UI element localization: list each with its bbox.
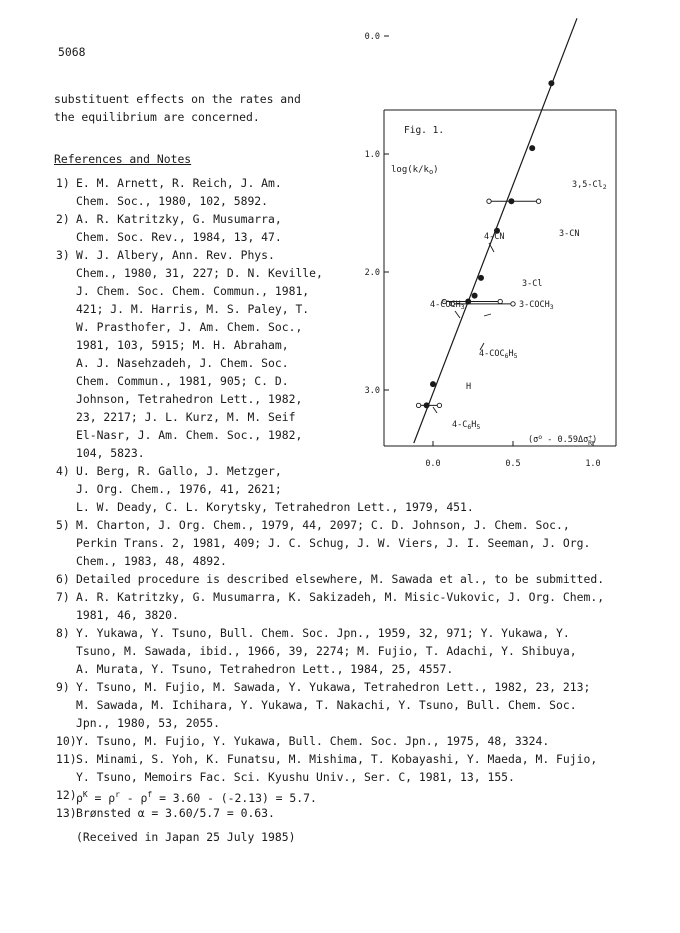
reference-line: Chem. Commun., 1981, 905; C. D. <box>76 374 289 388</box>
label-4-acetyl: $4-COCH_3$ <box>430 300 465 311</box>
reference-line: 1981, 103, 5915; M. H. Abraham, <box>76 338 289 352</box>
reference-number: 3) <box>56 248 70 262</box>
data-point <box>478 275 484 281</box>
range-end-open-circle <box>437 403 441 407</box>
reference-line: 1981, 46, 3820. <box>76 608 179 622</box>
range-end-open-circle <box>498 299 502 303</box>
data-point <box>424 402 430 408</box>
data-point <box>529 145 535 151</box>
y-tick-label: 1.0 <box>364 150 380 160</box>
label-3-5-dichloro: $3,5-Cl_2$ <box>572 180 607 191</box>
figure-title: Fig. 1. <box>404 125 445 136</box>
reference-number: 6) <box>56 572 70 586</box>
data-point <box>465 299 471 305</box>
plot-frame <box>384 110 616 446</box>
reference-line: Chem., 1980, 31, 227; D. N. Keville, <box>76 266 323 280</box>
reference-line: Chem. Soc., 1980, 102, 5892. <box>76 194 269 208</box>
reference-number: 8) <box>56 626 70 640</box>
range-end-open-circle <box>511 302 515 306</box>
reference-line: A. R. Katritzky, G. Musumarra, <box>76 212 282 226</box>
reference-number: 11) <box>56 752 77 766</box>
y-tick-label: 0.0 <box>364 32 380 42</box>
y-tick-label: 3.0 <box>364 386 380 396</box>
reference-line: M. Charton, J. Org. Chem., 1979, 44, 2097; C. D. Johnson, J. Chem. Soc., <box>76 518 570 532</box>
reference-line: 23, 2217; J. L. Kurz, M. M. Seif <box>76 410 296 424</box>
label-4-phenyl: $4-C_6H_5$ <box>452 420 481 431</box>
reference-line: J. Org. Chem., 1976, 41, 2621; <box>76 482 282 496</box>
reference-number: 12) <box>56 788 77 802</box>
label-4-cyano: 4-CN <box>484 232 505 242</box>
y-tick-label: 2.0 <box>364 268 380 278</box>
reference-line: U. Berg, R. Gallo, J. Metzger, <box>76 464 282 478</box>
axis-ticks <box>365 32 601 469</box>
reference-line: A. J. Nasehzadeh, J. Chem. Soc. <box>76 356 289 370</box>
reference-line: Detailed procedure is described elsewhere, M. Sawada et al., to be submitted. <box>76 572 605 586</box>
reference-line: W. J. Albery, Ann. Rev. Phys. <box>76 248 275 262</box>
reference-line: 421; J. M. Harris, M. S. Paley, T. <box>76 302 310 316</box>
reference-line: Y. Tsuno, M. Fujio, M. Sawada, Y. Yukawa, Tetrahedron Lett., 1982, 23, 213; <box>76 680 591 694</box>
reference-line: Johnson, Tetrahedron Lett., 1982, <box>76 392 303 406</box>
x-tick-label: 0.0 <box>425 459 441 469</box>
data-point <box>430 381 436 387</box>
reference-line: Tsuno, M. Sawada, ibid., 1966, 39, 2274; M. Fujio, T. Adachi, Y. Shibuya, <box>76 644 577 658</box>
intro-line: the equilibrium are concerned. <box>54 110 260 124</box>
reference-line: M. Sawada, M. Ichihara, Y. Yukawa, T. Nakachi, Y. Tsuno, Bull. Chem. Soc. <box>76 698 577 712</box>
references-heading: References and Notes <box>54 152 192 166</box>
reference-number: 9) <box>56 680 70 694</box>
reference-number: 13) <box>56 806 77 820</box>
reference-line: L. W. Deady, C. L. Korytsky, Tetrahedron Lett., 1979, 451. <box>76 500 474 514</box>
reference-line: W. Prasthofer, J. Am. Chem. Soc., <box>76 320 303 334</box>
reference-line: Perkin Trans. 2, 1981, 409; J. C. Schug, J. W. Viers, J. I. Seeman, J. Org. <box>76 536 591 550</box>
label-3-chloro: 3-Cl <box>522 279 543 289</box>
page-number: 5068 <box>58 45 86 59</box>
label-3-cyano: 3-CN <box>559 229 580 239</box>
range-end-open-circle <box>536 199 540 203</box>
reference-number: 7) <box>56 590 70 604</box>
reference-line: A. R. Katritzky, G. Musumarra, K. Sakizadeh, M. Misic-Vukovic, J. Org. Chem., <box>76 590 605 604</box>
reference-line: Y. Tsuno, M. Fujio, Y. Yukawa, Bull. Chem. Soc. Jpn., 1975, 48, 3324. <box>76 734 550 748</box>
x-axis-label: ($\sigma^o - 0.59\Delta\sigma^+$ R) <box>528 433 598 447</box>
received-date: (Received in Japan 25 July 1985) <box>76 830 296 844</box>
intro-line: substituent effects on the rates and <box>54 92 301 106</box>
reference-line: Chem., 1983, 48, 4892. <box>76 554 227 568</box>
y-axis-label: $\log(k/k_o)$ <box>391 165 439 176</box>
reference-line: J. Chem. Soc. Chem. Commun., 1981, <box>76 284 310 298</box>
reference-number: 2) <box>56 212 70 226</box>
data-point <box>508 198 514 204</box>
reference-number: 4) <box>56 464 70 478</box>
reference-line: A. Murata, Y. Tsuno, Tetrahedron Lett., 1984, 25, 4557. <box>76 662 454 676</box>
reference-line: 104, 5823. <box>76 446 145 460</box>
reference-line: Chem. Soc. Rev., 1984, 13, 47. <box>76 230 282 244</box>
reference-line: El-Nasr, J. Am. Chem. Soc., 1982, <box>76 428 303 442</box>
reference-line: Y. Yukawa, Y. Tsuno, Bull. Chem. Soc. Jpn., 1959, 32, 971; Y. Yukawa, Y. <box>76 626 570 640</box>
range-end-open-circle <box>487 199 491 203</box>
figure-1 <box>354 32 624 480</box>
x-tick-label: 0.5 <box>505 459 521 469</box>
range-end-open-circle <box>416 403 420 407</box>
label-4-benzoyl: $4-COC_6H_5$ <box>479 349 518 360</box>
leader-marks <box>433 243 494 413</box>
reference-number: 1) <box>56 176 70 190</box>
reference-text: $\rho^K = \rho^r - \rho^f = 3.60 - (-2.13) = 5.7$. <box>76 790 317 805</box>
label-hydrogen: H <box>466 382 472 392</box>
data-point <box>472 293 478 299</box>
reference-line: S. Minami, S. Yoh, K. Funatsu, M. Mishima, T. Kobayashi, Y. Maeda, M. Fujio, <box>76 752 598 766</box>
reference-line: E. M. Arnett, R. Reich, J. Am. <box>76 176 282 190</box>
reference-text: Brønsted α = 3.60/5.7 = 0.63. <box>76 806 275 820</box>
x-tick-label: 1.0 <box>585 459 601 469</box>
reference-line: Y. Tsuno, Memoirs Fac. Sci. Kyushu Univ., Ser. C, 1981, 13, 155. <box>76 770 515 784</box>
reference-number: 10) <box>56 734 77 748</box>
label-3-acetyl: $3-COCH_3$ <box>519 300 554 311</box>
reference-line: Jpn., 1980, 53, 2055. <box>76 716 221 730</box>
data-point <box>548 80 554 86</box>
reference-number: 5) <box>56 518 70 532</box>
